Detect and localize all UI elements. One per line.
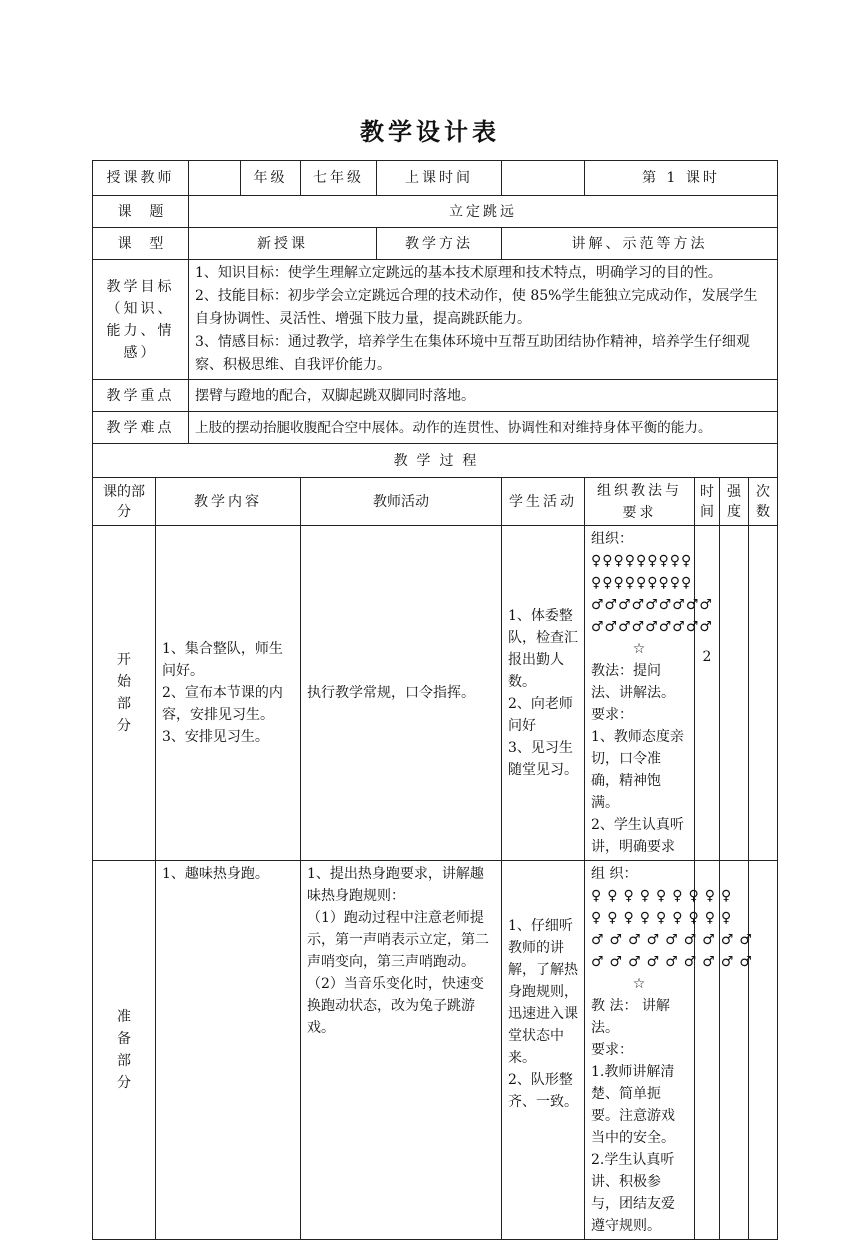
org-text: 教 法： 讲解法。 要求： 1.教师讲解清楚、简单扼要。注意游戏当中的安全。 2.学生认真听讲、积极参与，团结友爱遵守规则。 [591,998,675,1234]
page-title: 教学设计表 [360,118,500,146]
process-title: 教 学 过 程 [93,444,778,478]
content-cell: 1、趣味热身跑。 [156,861,301,1240]
org-label: 组织： [591,531,633,547]
key-point-row [93,380,778,412]
lesson-number: 第 1 课时 [585,161,778,196]
method-value: 讲解、示范等方法 [502,228,778,260]
col-part: 课的部分 [93,478,156,526]
org-cell [585,526,713,861]
org-cell [585,861,758,1240]
teacher-star-icon: ☆ [632,976,647,992]
type-row [93,228,778,260]
content-cell: 1、集合整队，师生问好。 2、宣布本节课的内容，安排见习生。 3、安排见习生。 [156,526,301,861]
topic-label: 课 题 [93,196,189,228]
org-label: 组 织： [591,866,638,882]
col-count: 次数 [749,478,778,526]
lesson-design-table [92,160,778,1240]
class-time-value [502,161,585,196]
student-activity-cell: 1、体委整队，检查汇报出勤人数。 2、向老师问好 3、见习生随堂见习。 [502,526,585,861]
difficulty-row [93,412,778,444]
col-student: 学生活动 [502,478,585,526]
count-cell [749,861,778,1240]
col-teacher: 教师活动 [301,478,502,526]
col-org: 组织教法与要求 [585,478,695,526]
col-content: 教学内容 [156,478,301,526]
header-row [93,161,778,196]
teacher-label: 授课教师 [93,161,189,196]
time-cell: 2 [695,526,720,861]
formation-row: ♀♀♀♀♀♀♀♀♀ [591,575,693,591]
count-cell [749,526,778,861]
table-row [93,526,778,861]
part-cell: 开 始 部 分 [93,526,156,861]
process-header-row [93,478,778,526]
formation-row: ♀♀♀♀♀♀♀♀♀ [591,910,738,926]
goals-label: 教学目标（知识、能力、情感） [93,260,189,380]
student-activity-cell: 1、仔细听教师的讲解，了解热身跑规则，迅速进入课堂状态中来。 2、队形整齐、一致。 [502,861,585,1240]
grade-value: 七年级 [301,161,377,196]
formation-row: ♂♂♂♂♂♂♂♂♂ [591,619,713,635]
formation-row: ♀♀♀♀♀♀♀♀♀ [591,553,693,569]
col-time: 时间 [695,478,720,526]
intensity-cell [720,526,749,861]
goals-row [93,260,778,380]
teacher-activity-cell: 执行教学常规，口令指挥。 [301,526,502,861]
process-title-row [93,444,778,478]
formation-row: ♀♀♀♀♀♀♀♀♀ [591,888,738,904]
grade-label: 年级 [241,161,301,196]
col-intensity: 强度 [720,478,749,526]
topic-value: 立定跳远 [189,196,778,228]
type-label: 课 型 [93,228,189,260]
org-text: 教法：提问法、讲解法。 要求： 1、教师态度亲切，口令准确，精神饱满。 2、学生认真听讲，明确要求 [591,663,684,855]
difficulty-text: 上肢的摆动抬腿收腹配合空中展体。动作的连贯性、协调性和对维持身体平衡的能力。 [189,412,778,444]
teacher-value [189,161,241,196]
key-point-label: 教学重点 [93,380,189,412]
formation-row: ♂♂♂♂♂♂♂♂♂ [591,954,758,970]
class-time-label: 上课时间 [377,161,502,196]
teacher-activity-cell: 1、提出热身跑要求，讲解趣味热身跑规则： （1）跑动过程中注意老师提示，第一声哨表示立定，第二声哨变向，第三声哨跑动。（2）当音乐变化时，快速变换跑动状态，改为兔子跳游戏。 [301,861,502,1240]
table-row [93,861,778,1240]
formation-row: ♂♂♂♂♂♂♂♂♂ [591,597,713,613]
formation-row: ♂♂♂♂♂♂♂♂♂ [591,932,758,948]
topic-row [93,196,778,228]
goals-text: 1、知识目标：使学生理解立定跳远的基本技术原理和技术特点，明确学习的目的性。 2、技能目标：初步学会立定跳远合理的技术动作，使 85%学生能独立完成动作，发展学生自身协调性、灵活性、增强下肢力量，提高跳跃能力。 3、情感目标：通过教学，培养学生在集体环境中互帮互助团结协作精神，培养学生仔细观察、积极思维、自我评价能力。 [189,260,778,380]
method-label: 教学方法 [377,228,502,260]
type-value: 新授课 [189,228,377,260]
teacher-star-icon: ☆ [632,641,647,657]
difficulty-label: 教学难点 [93,412,189,444]
key-point-text: 摆臂与蹬地的配合，双脚起跳双脚同时落地。 [189,380,778,412]
part-cell: 准 备 部 分 [93,861,156,1240]
